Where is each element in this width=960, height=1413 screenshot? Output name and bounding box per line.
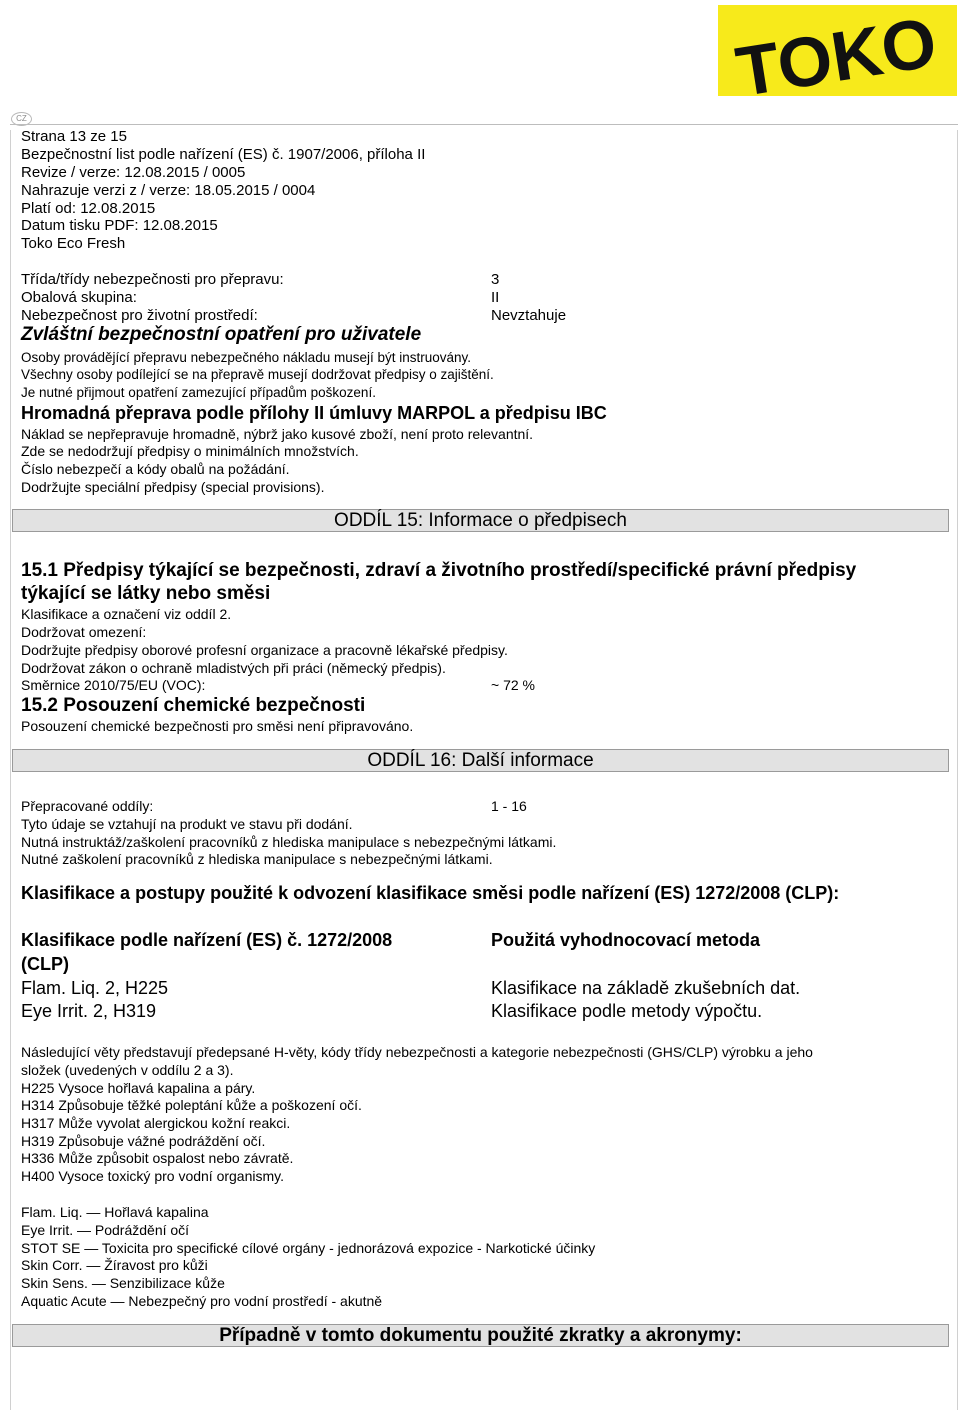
- subsection-15-1-heading-cont: týkající se látky nebo směsi: [21, 583, 271, 604]
- regulation-line: Dodržovat zákon o ochraně mladistvých při práci (německý předpis).: [21, 660, 446, 676]
- revised-sections-label: Přepracované oddíly:: [21, 798, 154, 814]
- revision-line: Revize / verze: 12.08.2015 / 0005: [21, 164, 246, 181]
- section-15-title: ODDÍL 15: Informace o předpisech: [334, 510, 627, 531]
- toko-logo: [718, 5, 957, 96]
- marpol-line: Náklad se nepřepravuje hromadně, nýbrž jako kusové zboží, není proto relevantní.: [21, 426, 534, 442]
- acronyms-header: [12, 1324, 949, 1347]
- abbreviation-line: Flam. Liq. — Hořlavá kapalina: [21, 1204, 209, 1220]
- h-statement: H400 Vysoce toxický pro vodní organismy.: [21, 1168, 285, 1184]
- hazard-class-value: 3: [491, 271, 500, 288]
- table-cell-classification: Eye Irrit. 2, H319: [21, 1001, 157, 1021]
- toko-logo-mark: [718, 5, 957, 96]
- logo-wordmark: TOKO: [730, 5, 942, 96]
- section-16-header: [12, 749, 949, 772]
- environmental-hazard-label: Nebezpečnost pro životní prostředí:: [21, 307, 258, 324]
- abbreviation-line: Skin Corr. — Žíravost pro kůži: [21, 1257, 208, 1273]
- info-line: Tyto údaje se vztahují na produkt ve stavu při dodání.: [21, 816, 353, 832]
- table-header-left: Klasifikace podle nařízení (ES) č. 1272/2008: [21, 930, 393, 950]
- regulation-line: Dodržujte předpisy oborové profesní organizace a pracovně lékařské předpisy.: [21, 642, 508, 658]
- regulation-line: Klasifikace a označení viz oddíl 2.: [21, 606, 232, 622]
- h-statement: H317 Může vyvolat alergickou kožní reakci.: [21, 1115, 291, 1131]
- chemical-safety-text: Posouzení chemické bezpečnosti pro směsi není připravováno.: [21, 718, 414, 734]
- packing-group-label: Obalová skupina:: [21, 289, 137, 306]
- subsection-15-2-heading: 15.2 Posouzení chemické bezpečnosti: [21, 695, 366, 716]
- regulation-line: Dodržovat omezení:: [21, 624, 147, 640]
- table-header-left-cont: (CLP): [21, 954, 69, 974]
- marpol-line: Zde se nedodržují předpisy o minimálních množstvích.: [21, 443, 359, 459]
- info-line: Nutná instruktáž/zaškolení pracovníků z hlediska manipulace s nebezpečnými látkami.: [21, 834, 557, 850]
- section-15-header: [12, 509, 949, 532]
- voc-label: Směrnice 2010/75/EU (VOC):: [21, 677, 206, 693]
- valid-from-line: Platí od: 12.08.2015: [21, 200, 156, 217]
- language-badge: CZ: [11, 112, 32, 126]
- abbreviation-line: Skin Sens. — Senzibilizace kůže: [21, 1275, 225, 1291]
- abbreviation-line: Aquatic Acute — Nebezpečný pro vodní prostředí - akutně: [21, 1293, 383, 1309]
- h-statement: H225 Vysoce hořlavá kapalina a páry.: [21, 1080, 256, 1096]
- table-header-right: Použitá vyhodnocovací metoda: [491, 930, 761, 950]
- h-statement: H319 Způsobuje vážné podráždění očí.: [21, 1133, 266, 1149]
- hazard-class-label: Třída/třídy nebezpečnosti pro přepravu:: [21, 271, 284, 288]
- table-cell-classification: Flam. Liq. 2, H225: [21, 978, 169, 998]
- h-statements-intro-cont: složek (uvedených v oddílu 2 a 3).: [21, 1062, 234, 1078]
- abbreviation-line: Eye Irrit. — Podráždění očí: [21, 1222, 190, 1238]
- info-line: Nutné zaškolení pracovníků z hlediska manipulace s nebezpečnými látkami.: [21, 851, 493, 867]
- product-name: Toko Eco Fresh: [21, 235, 126, 252]
- subsection-15-1-heading: 15.1 Předpisy týkající se bezpečnosti, zdraví a životního prostředí/specifické právní předpisy: [21, 560, 857, 581]
- special-precautions-line: Osoby provádějící přepravu nebezpečného nákladu musejí být instruovány.: [21, 350, 472, 365]
- right-margin-rule: [957, 130, 958, 1410]
- marpol-line: Dodržujte speciální předpisy (special provisions).: [21, 479, 325, 495]
- acronyms-title: Případně v tomto dokumentu použité zkratky a akronymy:: [219, 1325, 742, 1346]
- marpol-heading: Hromadná přeprava podle přílohy II úmluvy MARPOL a předpisu IBC: [21, 403, 607, 423]
- print-date-line: Datum tisku PDF: 12.08.2015: [21, 217, 218, 234]
- special-precautions-line: Je nutné přijmout opatření zamezující případům poškození.: [21, 385, 376, 400]
- table-cell-method: Klasifikace podle metody výpočtu.: [491, 1001, 763, 1021]
- abbreviation-line: STOT SE — Toxicita pro specifické cílové orgány - jednorázová expozice - Narkotické účinky: [21, 1240, 596, 1256]
- revised-sections-value: 1 - 16: [491, 798, 527, 814]
- header-rule: [10, 124, 958, 125]
- left-margin-rule: [10, 130, 11, 1410]
- special-precautions-heading: Zvláštní bezpečnostní opatření pro uživatele: [21, 324, 422, 345]
- h-statements-intro: Následující věty představují předepsané H-věty, kódy třídy nebezpečnosti a kategorie nebezpečnosti (GHS/CLP) výrobku a jeho: [21, 1044, 813, 1060]
- table-cell-method: Klasifikace na základě zkušebních dat.: [491, 978, 801, 998]
- page-number: Strana 13 ze 15: [21, 128, 127, 145]
- h-statement: H336 Může způsobit ospalost nebo závratě.: [21, 1150, 294, 1166]
- special-precautions-line: Všechny osoby podílející se na přepravě musejí dodržovat předpisy o zajištění.: [21, 367, 494, 382]
- regulation-line: Bezpečnostní list podle nařízení (ES) č. 1907/2006, příloha II: [21, 146, 426, 163]
- classification-heading: Klasifikace a postupy použité k odvození klasifikace směsi podle nařízení (ES) 1272/2008 (CLP):: [21, 883, 840, 903]
- voc-value: ~ 72 %: [491, 677, 535, 693]
- h-statement: H314 Způsobuje těžké poleptání kůže a poškození očí.: [21, 1097, 362, 1113]
- section-16-title: ODDÍL 16: Další informace: [367, 750, 594, 771]
- marpol-line: Číslo nebezpečí a kódy obalů na požádání.: [21, 461, 290, 477]
- replaces-line: Nahrazuje verzi z / verze: 18.05.2015 / 0004: [21, 182, 316, 199]
- packing-group-value: II: [491, 289, 500, 306]
- environmental-hazard-value: Nevztahuje: [491, 307, 567, 324]
